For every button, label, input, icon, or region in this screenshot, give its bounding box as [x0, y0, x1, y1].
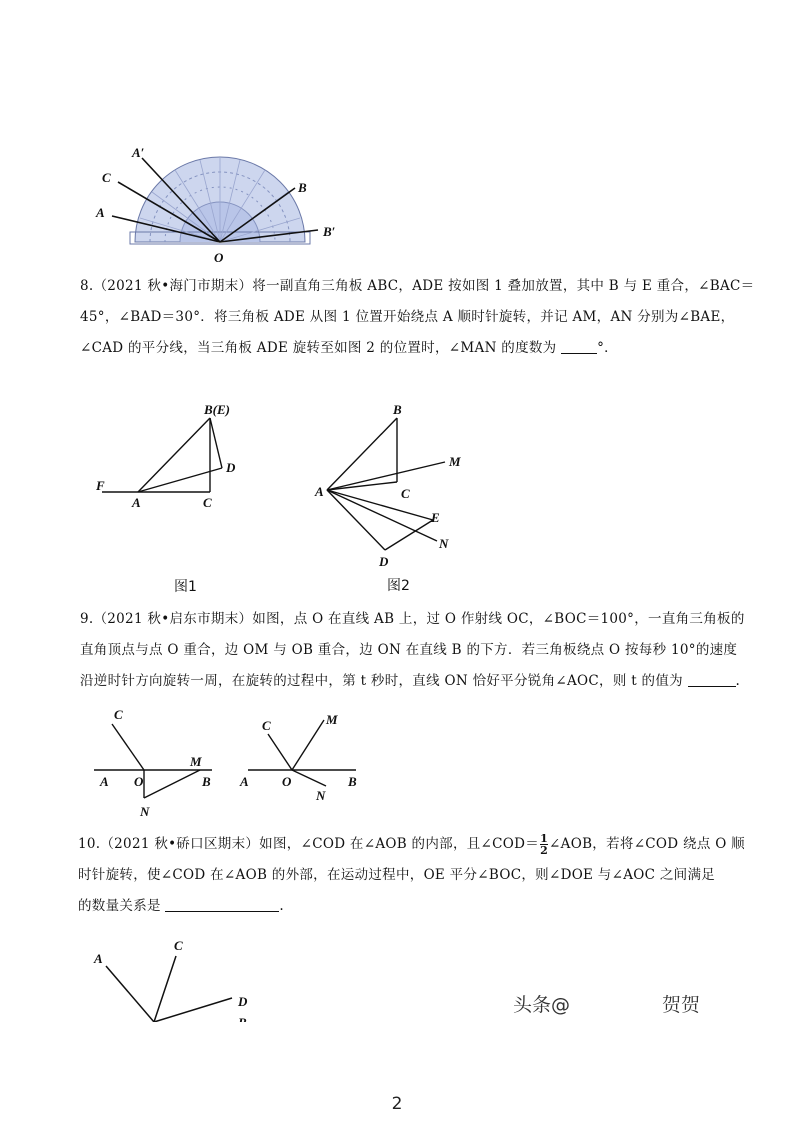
fraction-numerator: 1: [540, 832, 549, 845]
q10-line-1-suffix: ∠AOB，若将∠COD 绕点 O 顺: [549, 836, 745, 852]
q8-figure-1: [90, 398, 260, 598]
q9-figure-left: [92, 702, 232, 822]
q9-line-1: 9.（2021 秋•启东市期末）如图，点 O 在直线 AB 上，过 O 作射线 OC，∠BOC＝100°，一直角三角板的: [80, 611, 745, 627]
label-a: A: [100, 774, 109, 789]
label-n: N: [140, 804, 150, 819]
q8-line-2: 45°，∠BAD＝30°．将三角板 ADE 从图 1 位置开始绕点 A 顺时针旋转，并记 AM，AN 分别为∠BAE，: [80, 309, 735, 325]
label-b: B: [393, 402, 402, 417]
page-crop-edge: [0, 1022, 794, 1082]
label-c: C: [203, 495, 212, 510]
side-ae: [327, 490, 433, 520]
label-c: C: [114, 707, 123, 722]
watermark-right: 贺贺: [662, 994, 701, 1016]
side-ab: [138, 418, 210, 492]
side-ac: [327, 482, 397, 490]
q8-line-3: ∠CAD 的平分线，当三角板 ADE 旋转至如图 2 的位置时，∠MAN 的度数为: [80, 340, 557, 356]
label-b-e: B(E): [204, 402, 230, 417]
q9-line-2: 直角顶点与点 O 重合，边 OM 与 OB 重合，边 ON 在直线 B 的下方．若三角板绕点 O 按每秒 10°的速度: [80, 642, 738, 658]
ray-oc: [154, 956, 176, 1022]
q8-figure-2: [305, 398, 485, 598]
fig1-caption: 图1: [174, 579, 197, 595]
label-e: E: [431, 510, 440, 525]
label-o: O: [214, 250, 224, 265]
ray-od: [154, 998, 232, 1022]
protractor-figure: [90, 140, 360, 270]
q9-line-3-suffix: .: [735, 673, 741, 689]
q9-answer-blank[interactable]: [688, 670, 736, 687]
ray-oc: [112, 724, 144, 770]
label-b: B: [298, 180, 307, 195]
label-a-prime: A′: [132, 145, 145, 160]
page-number: 2: [391, 1094, 403, 1114]
label-a: A: [315, 484, 324, 499]
label-b-prime: B′: [323, 224, 336, 239]
label-b: B: [202, 774, 211, 789]
label-c: C: [401, 486, 410, 501]
label-d: D: [226, 460, 236, 475]
question-8: [80, 271, 755, 364]
ray-om: [292, 720, 324, 770]
question-9: [80, 604, 745, 697]
fraction-denominator: 2: [540, 844, 549, 857]
label-a: A: [240, 774, 249, 789]
label-n: N: [439, 536, 449, 551]
side-nm: [144, 770, 200, 798]
fraction-one-half: [540, 833, 548, 856]
ray-oa: [106, 966, 154, 1022]
protractor-body: [130, 157, 310, 244]
q10-line-2: 时针旋转，使∠COD 在∠AOB 的外部，在运动过程中，OE 平分∠BOC，则∠DOE 与∠AOC 之间满足: [78, 867, 716, 883]
watermark-left: 头条@: [513, 994, 571, 1016]
q10-line-3: 的数量关系是: [78, 898, 161, 914]
label-b: B: [348, 774, 357, 789]
label-o: O: [134, 774, 144, 789]
q9-figure-right: [238, 702, 368, 812]
ray-on: [292, 770, 326, 786]
label-f: F: [96, 478, 105, 493]
label-d: D: [238, 994, 248, 1009]
q10-answer-blank[interactable]: [165, 895, 279, 912]
label-m: M: [449, 454, 461, 469]
label-d: D: [379, 554, 389, 569]
side-ab: [327, 418, 397, 490]
question-10: [78, 829, 745, 922]
label-c: C: [174, 938, 183, 953]
label-a: A: [94, 951, 103, 966]
side-de: [210, 418, 222, 468]
ray-an: [327, 490, 437, 541]
q9-line-3: 沿逆时针方向旋转一周，在旋转的过程中，第 t 秒时，直线 ON 恰好平分锐角∠AOC，则 t 的值为: [80, 673, 683, 689]
label-n: N: [316, 788, 326, 803]
side-ad: [327, 490, 385, 550]
label-c: C: [262, 718, 271, 733]
label-c: C: [102, 170, 111, 185]
fig2-caption: 图2: [387, 578, 410, 594]
label-a: A: [96, 205, 105, 220]
q10-line-3-suffix: .: [279, 898, 284, 914]
label-a: A: [132, 495, 141, 510]
q8-answer-blank[interactable]: [561, 337, 597, 354]
label-o: O: [282, 774, 292, 789]
side-de: [385, 520, 433, 550]
q10-figure: [88, 928, 268, 1022]
ray-am: [327, 462, 445, 490]
label-m: M: [326, 712, 338, 727]
q8-line-1: 8.（2021 秋•海门市期末）将一副直角三角板 ABC，ADE 按如图 1 叠加放置，其中 B 与 E 重合，∠BAC＝: [80, 278, 755, 294]
ray-oc: [268, 734, 292, 770]
q10-line-1-prefix: 10.（2021 秋•硚口区期末）如图，∠COD 在∠AOB 的内部，且∠COD＝: [78, 836, 540, 852]
q8-line-3-suffix: °．: [597, 340, 618, 356]
label-m: M: [190, 754, 202, 769]
